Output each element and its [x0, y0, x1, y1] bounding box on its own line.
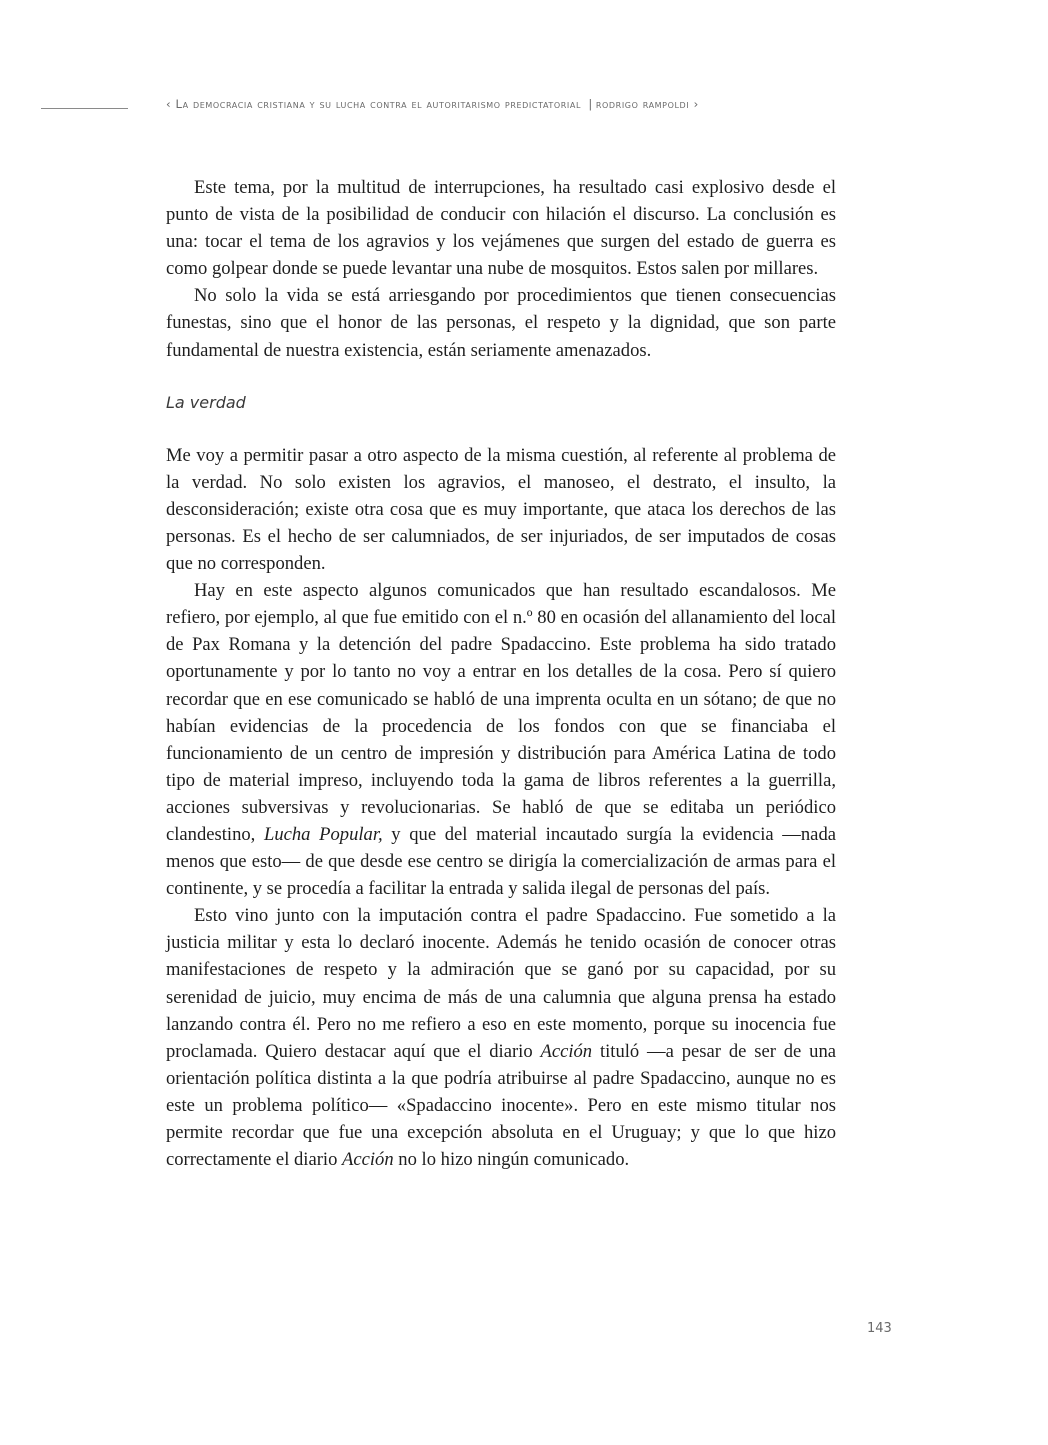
newspaper-title-accion-2: Acción	[342, 1149, 394, 1171]
paragraph-verdad-2-text-a: Hay en este aspecto algunos comunicados que han resultado escandalosos. Me refiero, por ejemplo, al que fue emitido con el n.º 80 en ocasión del allanamiento del local de Pax Romana y la detención del padre Spadaccino. Este problema ha sido tratado oportunamente y por lo tanto no voy a entrar en los detalles de la cosa. Pero sí quiero recordar que en ese comunicado se habló de una imprenta oculta en un sótano; de que no habían evidencias de la procedencia de los fondos con que se financiaba el funcionamiento de un centro de impresión y distribución para América Latina de todo tipo de material impreso, incluyendo toda la gama de libros referentes a la guerrilla, acciones subversivas y revolucionarias. Se habló de que se editaba un periódico clandestino,	[166, 580, 836, 845]
paragraph-verdad-3	[166, 902, 836, 1173]
paragraph-verdad-2	[166, 577, 836, 902]
header-author: rodrigo rampoldi	[595, 97, 690, 111]
paragraph-verdad-3-text-a: Esto vino junto con la imputación contra el padre Spadaccino. Fue sometido a la justicia militar y esta lo declaró inocente. Además he tenido ocasión de conocer otras manifestaciones de respeto y la admiración que se ganó por su capacidad, por su serenidad de juicio, muy encima de más de una calumnia que alguna prensa ha estado lanzando contra él. Pero no me refiero a eso en este momento, porque su inocencia fue proclamada. Quiero destacar aquí que el diario	[166, 905, 836, 1062]
header-rule	[41, 108, 128, 109]
header-book-title: La democracia cristiana y su lucha contra el autoritarismo predictatorial	[175, 97, 582, 111]
paragraph-verdad-3-text-c: no lo hizo ningún comunicado.	[393, 1149, 630, 1171]
section-heading: La verdad	[166, 392, 246, 412]
paragraph-verdad-2-text-b: y que del material incautado surgía la evidencia —nada menos que esto— de que desde ese centro se dirigía la comercialización de armas para el continente, y se procedía a facilitar la entrada y salida ilegal de personas del país.	[166, 823, 836, 900]
newspaper-title-accion: Acción	[540, 1040, 593, 1062]
paragraph-verdad-3-text-b: tituló —a pesar de ser de una orientación política distinta a la que podría atribuirse al padre Spadaccino, aunque no es este un problema político— «Spadaccino inocente». Pero en este mismo titular nos permite recordar que fue una excepción absoluta en el Uruguay; y que lo que hizo correctamente el diario	[166, 1040, 836, 1171]
header-close-mark: ›	[693, 97, 699, 111]
paragraph-verdad-1: Me voy a permitir pasar a otro aspecto de la misma cuestión, al referente al problema de la verdad. No solo existen los agravios, el manoseo, el destrato, el insulto, la desconsideración; existe otra cosa que es muy importante, que ataca los derechos de las personas. Es el hecho de ser calumniados, de ser injuriados, de ser imputados de cosas que no corresponden.	[166, 444, 836, 575]
page-number: 143	[867, 1321, 892, 1336]
paragraph-intro-1: Este tema, por la multitud de interrupciones, ha resultado casi explosivo desde el punto de vista de la posibilidad de conducir con hilación el discurso. La conclusión es una: tocar el tema de los agravios y los vejámenes que surgen del estado de guerra es como golpear donde se puede levantar una nube de mosquitos. Estos salen por millares.	[166, 177, 836, 280]
newspaper-title-lucha-popular: Lucha Popular,	[263, 823, 383, 845]
header-separator: |	[588, 97, 593, 111]
paragraph-intro-2: No solo la vida se está arriesgando por procedimientos que tienen consecuencias funestas, sino que el honor de las personas, el respeto y la dignidad, que son parte fundamental de nuestra existencia, están seriamente amenazados.	[166, 285, 836, 361]
body-text	[166, 174, 836, 1173]
header-open-mark: ‹	[166, 97, 172, 111]
running-header	[166, 97, 866, 111]
